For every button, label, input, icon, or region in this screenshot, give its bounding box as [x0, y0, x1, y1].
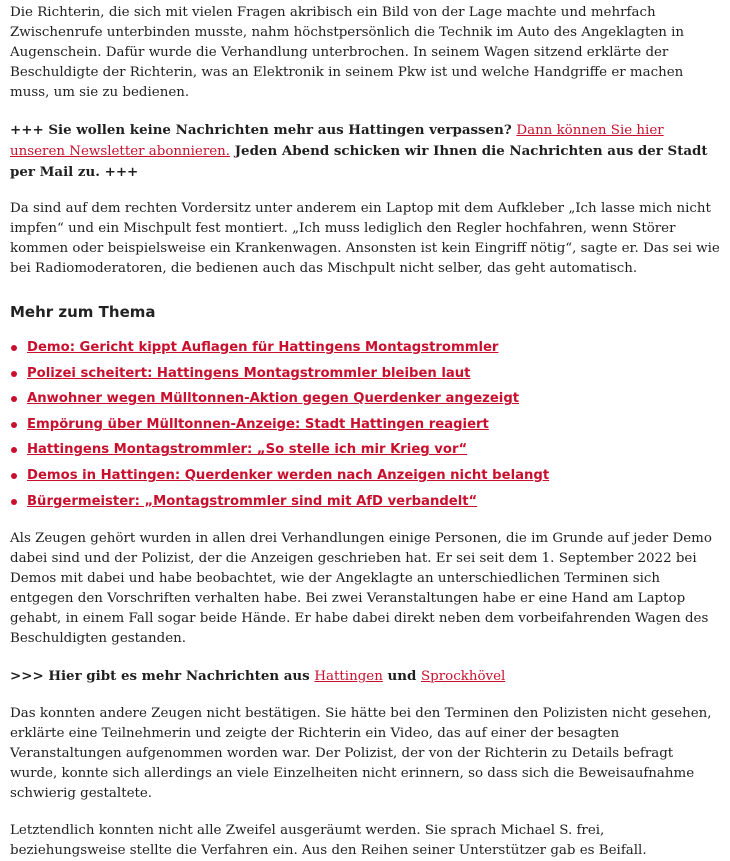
more-news-and: und — [382, 668, 421, 685]
related-article-item — [10, 335, 720, 361]
related-articles-list — [10, 335, 720, 514]
bullet-dot-icon — [11, 345, 17, 351]
mehr-zum-thema-heading: Mehr zum Thema — [10, 303, 156, 321]
bullet-dot-icon — [11, 371, 17, 377]
related-article-link[interactable]: Anwohner wegen Mülltonnen-Aktion gegen Querdenker angezeigt — [27, 391, 520, 407]
related-article-item — [10, 463, 720, 489]
newsletter-promo-lead: +++ Sie wollen keine Nachrichten mehr aus Hattingen verpassen? — [10, 122, 517, 138]
related-article-link[interactable]: Hattingens Montagstrommler: „So stelle ich mir Krieg vor“ — [27, 442, 468, 458]
hattingen-link[interactable]: Hattingen — [314, 669, 383, 685]
bullet-dot-icon — [11, 473, 17, 479]
paragraph-vordersitz: Da sind auf dem rechten Vordersitz unter anderem ein Laptop mit dem Aufkleber „Ich lasse mich nicht impfen“ und ein Mischpult fest montiert. „Ich muss lediglich den Regler hochfahren, wenn Störer kommen oder beispielsweise ein Krankenwagen. Ansonsten ist kein Eingriff nötig“, sagte er. Das sei wie bei Radiomoderatoren, die bedienen auch das Mischpult nicht selber, das geht automatisch. — [10, 201, 720, 276]
sprockhoevel-link[interactable]: Sprockhövel — [421, 669, 506, 685]
paragraph-andere-zeugen: Das konnten andere Zeugen nicht bestätigen. Sie hätte bei den Terminen den Polizisten nicht gesehen, erklärte eine Teilnehmerin und zeigte der Richterin ein Video, das auf einer der besagten Veranstaltungen aufgenommen worden war. Der Polizist, der von der Richterin zu Details befragt wurde, konnte sich allerdings an viele Einzelheiten nicht erinnern, so dass sich die Beweisaufnahme schwierig gestaltete. — [10, 706, 712, 802]
paragraph-letztendlich: Letztendlich konnten nicht alle Zweifel ausgeräumt werden. Sie sprach Michael S. frei, beziehungsweise stellte die Verfahren ein. Aus den Reihen seiner Unterstützer gab es Beifall. — [10, 823, 647, 859]
related-article-item — [10, 412, 720, 438]
paragraph-zeugen: Als Zeugen gehört wurden in allen drei Verhandlungen einige Personen, die im Grunde auf jeder Demo dabei sind und der Polizist, der die Anzeigen geschrieben hat. Er sei seit dem 1. September 2022 bei Demos mit dabei und habe beobachtet, wie der Angeklagte an unterschiedlichen Terminen sich entgegen den Vorschriften verhalten habe. Bei zwei Veranstaltungen habe er eine Hand am Laptop gehabt, in einem Fall sogar beide Hände. Er habe dabei direkt neben dem vorbeifahrenden Wagen des Beschuldigten gestanden. — [10, 531, 712, 647]
newsletter-promo — [10, 120, 720, 182]
related-article-link[interactable]: Demo: Gericht kippt Auflagen für Hattingens Montagstrommler — [27, 340, 499, 355]
related-article-item — [10, 386, 720, 412]
more-news-prefix: >>> Hier gibt es mehr Nachrichten aus — [10, 668, 315, 685]
related-article-link[interactable]: Demos in Hattingen: Querdenker werden nach Anzeigen nicht belangt — [27, 467, 550, 483]
newsletter-subscribe-link[interactable]: Dann können Sie hier unseren Newsletter abonnieren. — [10, 123, 664, 159]
related-article-item — [10, 361, 720, 387]
more-news-teaser — [10, 666, 720, 687]
related-article-link[interactable]: Bürgermeister: „Montagstrommler sind mit AfD verbandelt“ — [27, 493, 478, 509]
bullet-dot-icon — [11, 499, 17, 505]
bullet-dot-icon — [11, 422, 17, 428]
related-article-item — [10, 437, 720, 463]
paragraph-richterin: Die Richterin, die sich mit vielen Fragen akribisch ein Bild von der Lage machte und mehrfach Zwischenrufe unterbinden musste, nahm höchstpersönlich die Technik im Auto des Angeklagten in Augenschein. Dafür wurde die Verhandlung unterbrochen. In seinem Wagen sitzend erklärte der Beschuldigte der Richterin, was an Elektronik in seinem Pkw ist und welche Handgriffe er machen muss, um sie zu bedienen. — [10, 5, 685, 100]
related-article-link[interactable]: Polizei scheitert: Hattingens Montagstrommler bleiben laut — [27, 365, 471, 381]
newsletter-promo-tail: Jeden Abend schicken wir Ihnen die Nachrichten aus der Stadt per Mail zu. +++ — [10, 143, 708, 180]
bullet-dot-icon — [11, 396, 17, 402]
related-article-link[interactable]: Empörung über Mülltonnen-Anzeige: Stadt Hattingen reagiert — [27, 416, 489, 432]
bullet-dot-icon — [11, 447, 17, 453]
related-article-item — [10, 489, 720, 515]
